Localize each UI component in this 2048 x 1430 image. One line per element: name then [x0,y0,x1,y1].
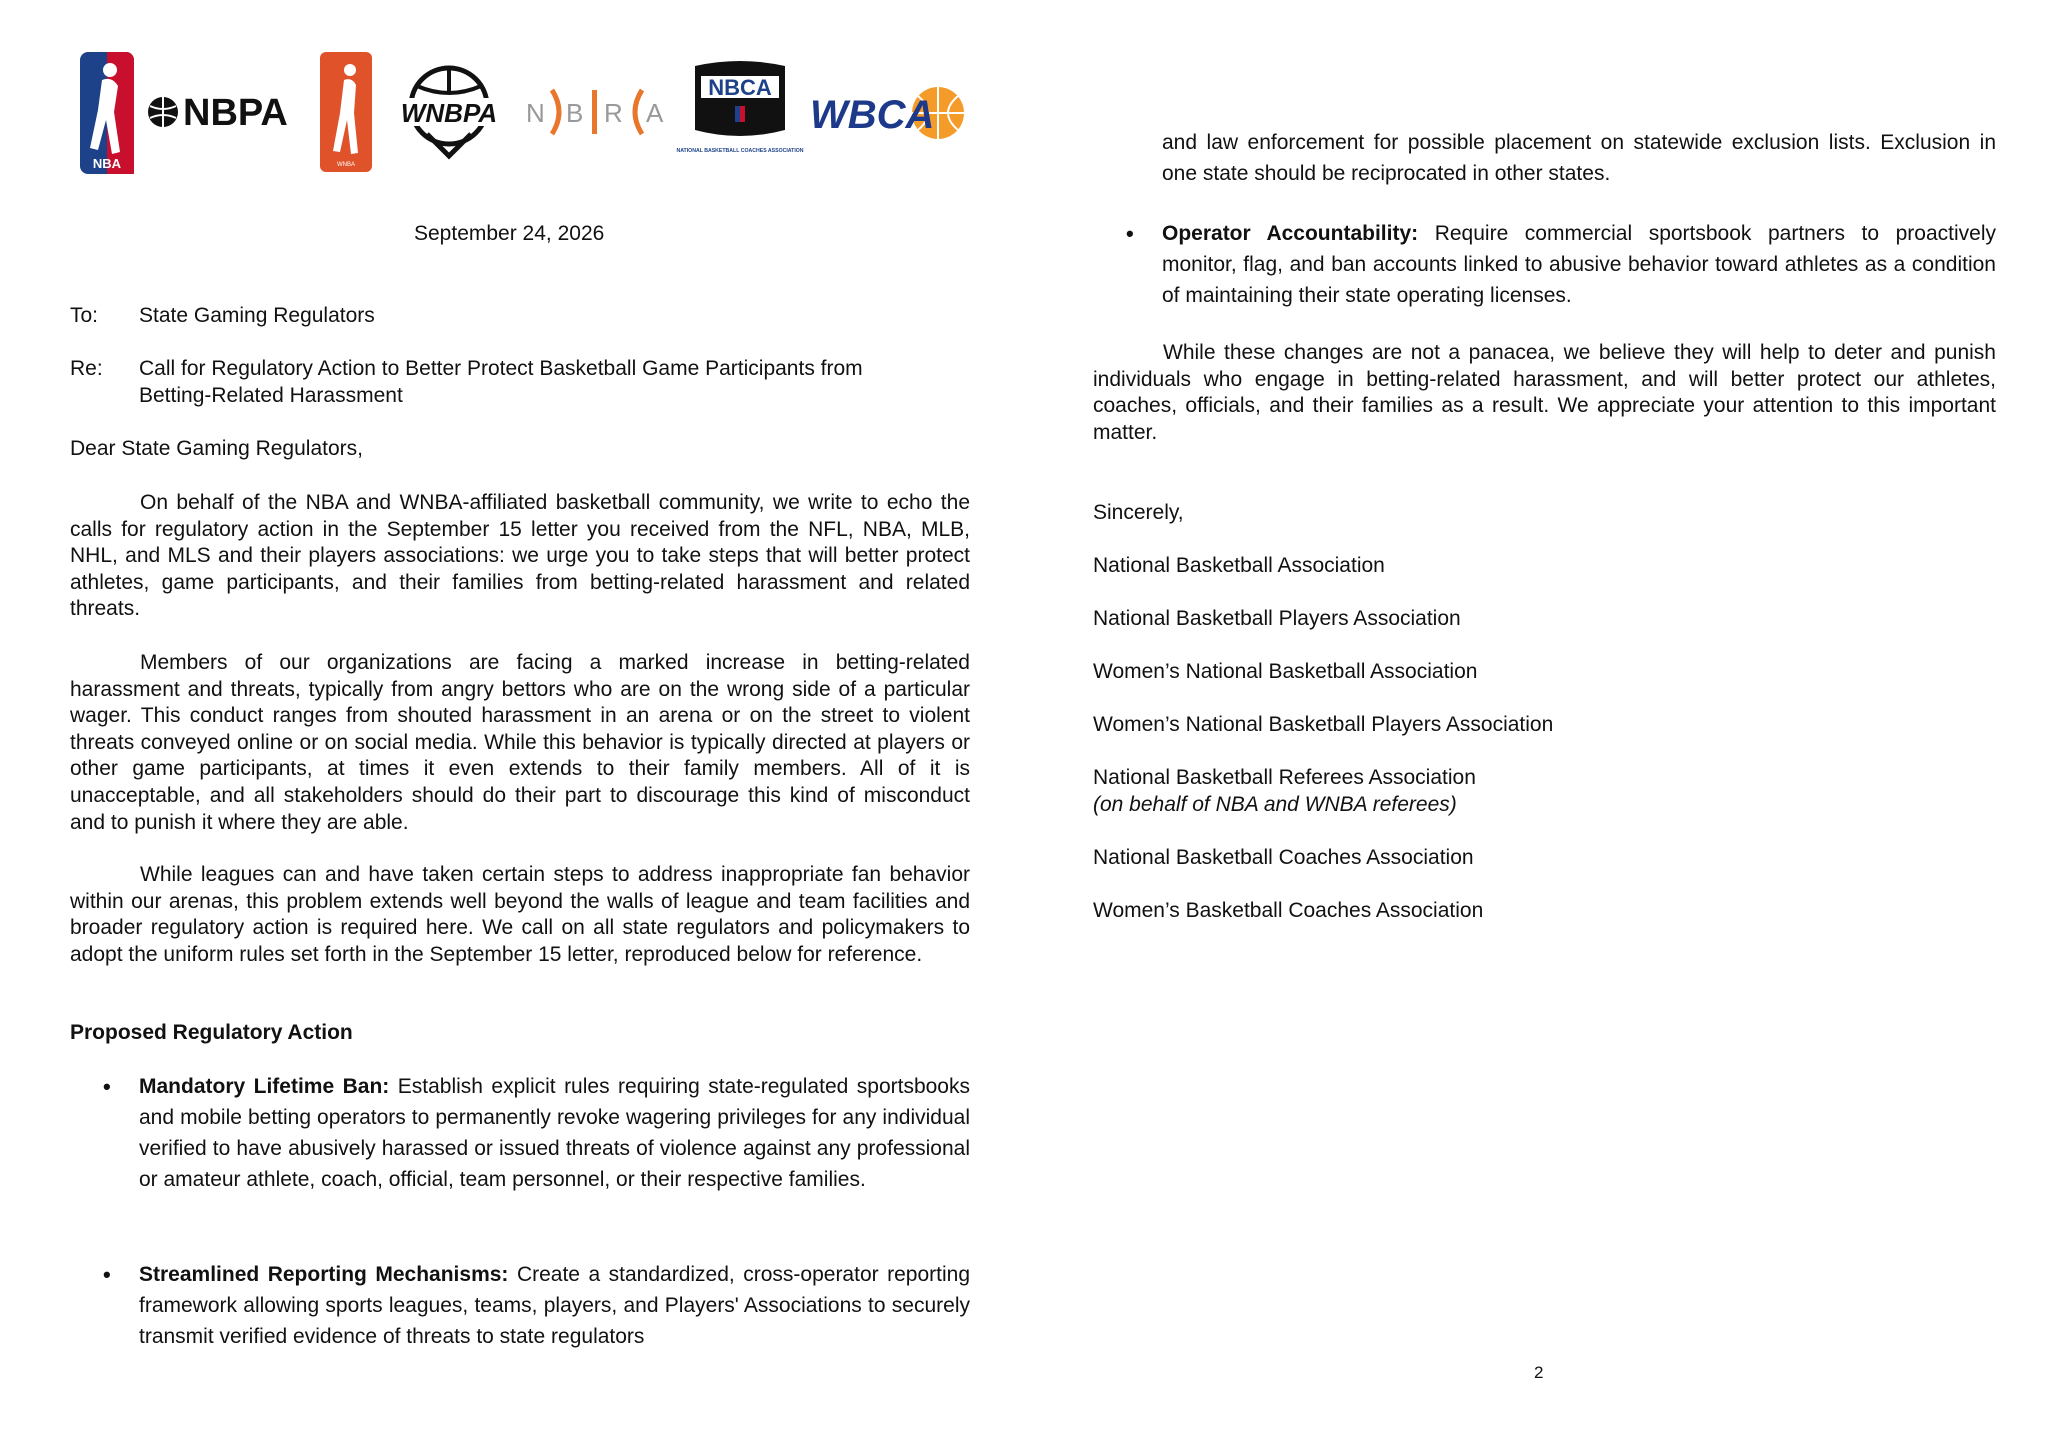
bullet-marker: • [1126,221,1134,246]
signatory: National Basketball Referees Association [1093,766,1476,789]
nbra-letter-r: R [604,98,623,128]
section-heading: Proposed Regulatory Action [70,1021,353,1044]
bullet-reporting-continued [1162,127,1996,189]
wnbpa-logo [397,64,501,160]
re-label: Re: [70,357,103,380]
bullet-body: Establish explicit rules requiring state-regulated sportsbooks and mobile betting operators to permanently revoke wagering privileges for any individual verified to have abusively harassed or issued threats of violence against any professional or amateur athlete, coach, official, team personnel, or their respective families. [139,1075,970,1191]
paragraph-3: While leagues can and have taken certain steps to address inappropriate fan behavior within our arenas, this problem extends well beyond the walls of league and team facilities and broader regulatory action is required here. We call on all state regulators and policymakers to adopt the uniform rules set forth in the September 15 letter, reproduced below for reference. [70,863,970,966]
bullet-title: Streamlined Reporting Mechanisms: [139,1263,509,1286]
nba-logo [80,52,134,174]
bullet-reporting [139,1259,970,1352]
bullet-title: Operator Accountability: [1162,222,1419,245]
sign-off: Sincerely, [1093,501,1184,524]
wbca-logo-text: WBCA [810,93,935,137]
nbpa-logo [145,88,295,136]
bullet-body: Create a standardized, cross-operator reporting framework allowing sports leagues, teams, players, and Players' Associations to securely transmit verified evidence of threats to state regulators [139,1263,971,1348]
nbra-letter-b: B [566,98,584,128]
salutation: Dear State Gaming Regulators, [70,437,363,460]
to-value: State Gaming Regulators [139,304,375,327]
wnba-logo-text: WNBA [337,162,355,168]
wnbpa-logo-text: WNBPA [400,98,498,128]
page-number: 2 [1534,1363,1544,1382]
re-line2: Betting-Related Harassment [139,384,403,407]
referees-note: (on behalf of NBA and WNBA referees) [1093,793,1457,816]
bullet-operator-accountability [1162,218,1996,311]
nbca-logo [676,60,804,166]
bullet-lifetime-ban [139,1071,970,1195]
wnba-logo [320,52,372,172]
nbra-letter-n: N [526,98,545,128]
wbca-logo [808,82,968,144]
bullet-title: Mandatory Lifetime Ban: [139,1075,390,1098]
nbra-letter-a: A [646,98,664,128]
signatory: Women’s National Basketball Association [1093,660,1478,683]
signatory: Women’s National Basketball Players Association [1093,713,1554,736]
bullet-body: Require commercial sportsbook partners to proactively monitor, flag, and ban accounts linked to abusive behavior toward athletes as a condition of maintaining their state operating licenses. [1162,222,1996,307]
re-line1: Call for Regulatory Action to Better Protect Basketball Game Participants from [139,357,863,380]
paragraph-1: On behalf of the NBA and WNBA-affiliated basketball community, we write to echo the calls for regulatory action in the September 15 letter you received from the NFL, NBA, MLB, NHL, and MLS and their players associations: we urge you to take steps that will better protect athletes, game participants, and their families from betting-related harassment and related threats. [70,491,970,621]
signatory: National Basketball Players Association [1093,607,1461,630]
nba-logo-text: NBA [92,156,122,171]
to-label: To: [70,304,99,327]
signatory: Women’s Basketball Coaches Association [1093,899,1484,922]
nbca-logo-subtext: NATIONAL BASKETBALL COACHES ASSOCIATION [676,148,804,154]
letter-date: September 24, 2026 [414,222,605,245]
bullet-marker: • [103,1074,111,1099]
paragraph-2: Members of our organizations are facing a marked increase in betting-related harassment and threats, typically from angry bettors who are on the wrong side of a particular wager. This conduct ranges from shouted harassment in an arena or on the street to violent threats conveyed online or on social media. While this behavior is typically directed at players or other game participants, at times it even extends to their family members. All of it is unacceptable, and all stakeholders should do their part to discourage this kind of misconduct and to punish it where they are able. [70,651,970,834]
closing-paragraph: While these changes are not a panacea, we believe they will help to deter and punish individuals who engage in betting-related harassment, and will better protect our athletes, coaches, officials, and their families as a result. We appreciate your attention to this important matter. [1093,341,1996,444]
bullet-marker: • [103,1262,111,1287]
bullet-body: and law enforcement for possible placement on statewide exclusion lists. Exclusion in one state should be reciprocated in other states. [1162,131,1996,185]
nbra-logo [522,82,672,142]
signatory: National Basketball Coaches Association [1093,846,1474,869]
nbpa-logo-text: NBPA [183,92,288,134]
nbca-logo-text: NBCA [708,75,772,100]
signatory: National Basketball Association [1093,554,1385,577]
